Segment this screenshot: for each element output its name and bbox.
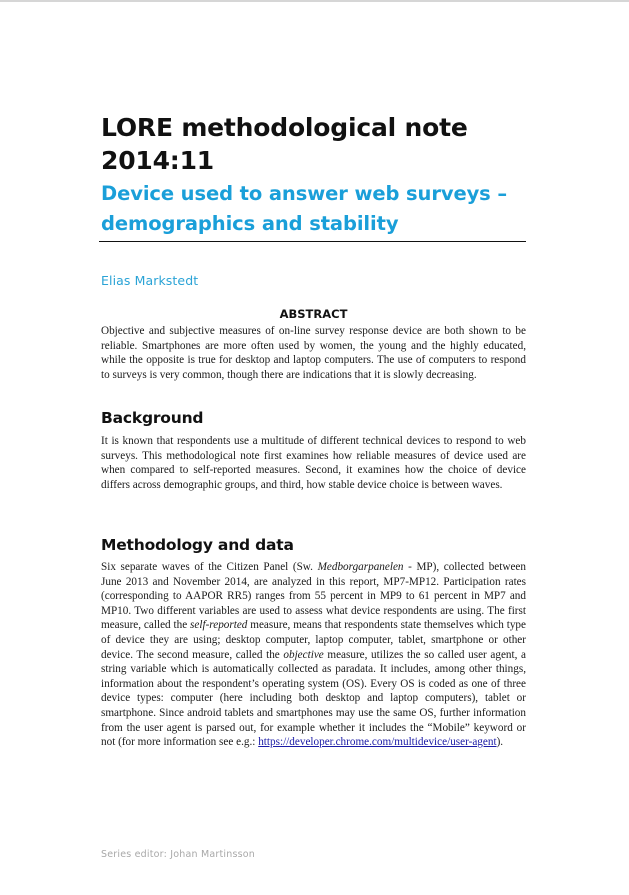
methodology-emphasis-self-reported: self-reported	[190, 619, 248, 632]
background-text: It is known that respondents use a multitude of different technical devices to respond to web surveys. This methodological note first examines how reliable measures of device used are when compared to self-reported measures. Second, it examines how the choice of device differs across demographic groups, and third, how stable device choice is between waves.	[101, 435, 526, 491]
title-divider	[99, 241, 526, 242]
user-agent-link[interactable]: https://developer.chrome.com/multidevice/user-agent	[258, 736, 497, 749]
methodology-emphasis-objective: objective	[283, 648, 324, 661]
methodology-text	[101, 560, 526, 750]
section-heading-background: Background	[101, 409, 204, 427]
series-editor-footer: Series editor: Johan Martinsson	[101, 849, 255, 860]
author-name: Elias Markstedt	[101, 273, 199, 288]
methodology-text-part: Six separate waves of the Citizen Panel (Sw.	[101, 561, 318, 573]
methodology-text-part: measure, means that respondents state themselves which type of device they are using; desktop computer, laptop computer, tablet, smartphone or other device. The second measure, called the	[101, 619, 526, 661]
section-heading-methodology: Methodology and data	[101, 536, 294, 554]
methodology-text-part: measure, utilizes the so called user agent, a string variable which is automatically collected as paradata. It includes, among other things, information about the respondent’s operating system (OS). Every OS is coded as one of three device types: computer (here including both desktop and laptop computers), tablet or smartphone. Since android tablets and smartphones may use the same OS, further information from the user agent is parsed out, for example whether it includes the “Mobile” keyword or not (for more information see e.g.:	[101, 648, 526, 749]
document-subtitle: Device used to answer web surveys – demographics and stability	[101, 182, 508, 235]
methodology-text-part: - MP), collected between June 2013 and November 2014, are analyzed in this report, MP7-MP12. Participation rates (corresponding to AAPOR RR5) ranges from 55 percent in MP9 to 61 percent in MP7 and MP10. Two different variables are used to assess what device respondents are using. The first measure, called the	[101, 561, 526, 632]
methodology-emphasis-medborgarpanelen: Medborgarpanelen	[317, 561, 404, 573]
document-title: LORE methodological note 2014:11	[101, 113, 468, 175]
abstract-text: Objective and subjective measures of on-line survey response device are both shown to be reliable. Smartphones are more often used by women, the young and the highly educated, while the opposite is true for desktop and laptop computers. The use of computers to respond to surveys is very common, though there are indications that it is slowly decreasing.	[101, 325, 526, 381]
methodology-text-part: ).	[496, 736, 504, 749]
abstract-heading: ABSTRACT	[279, 307, 348, 321]
